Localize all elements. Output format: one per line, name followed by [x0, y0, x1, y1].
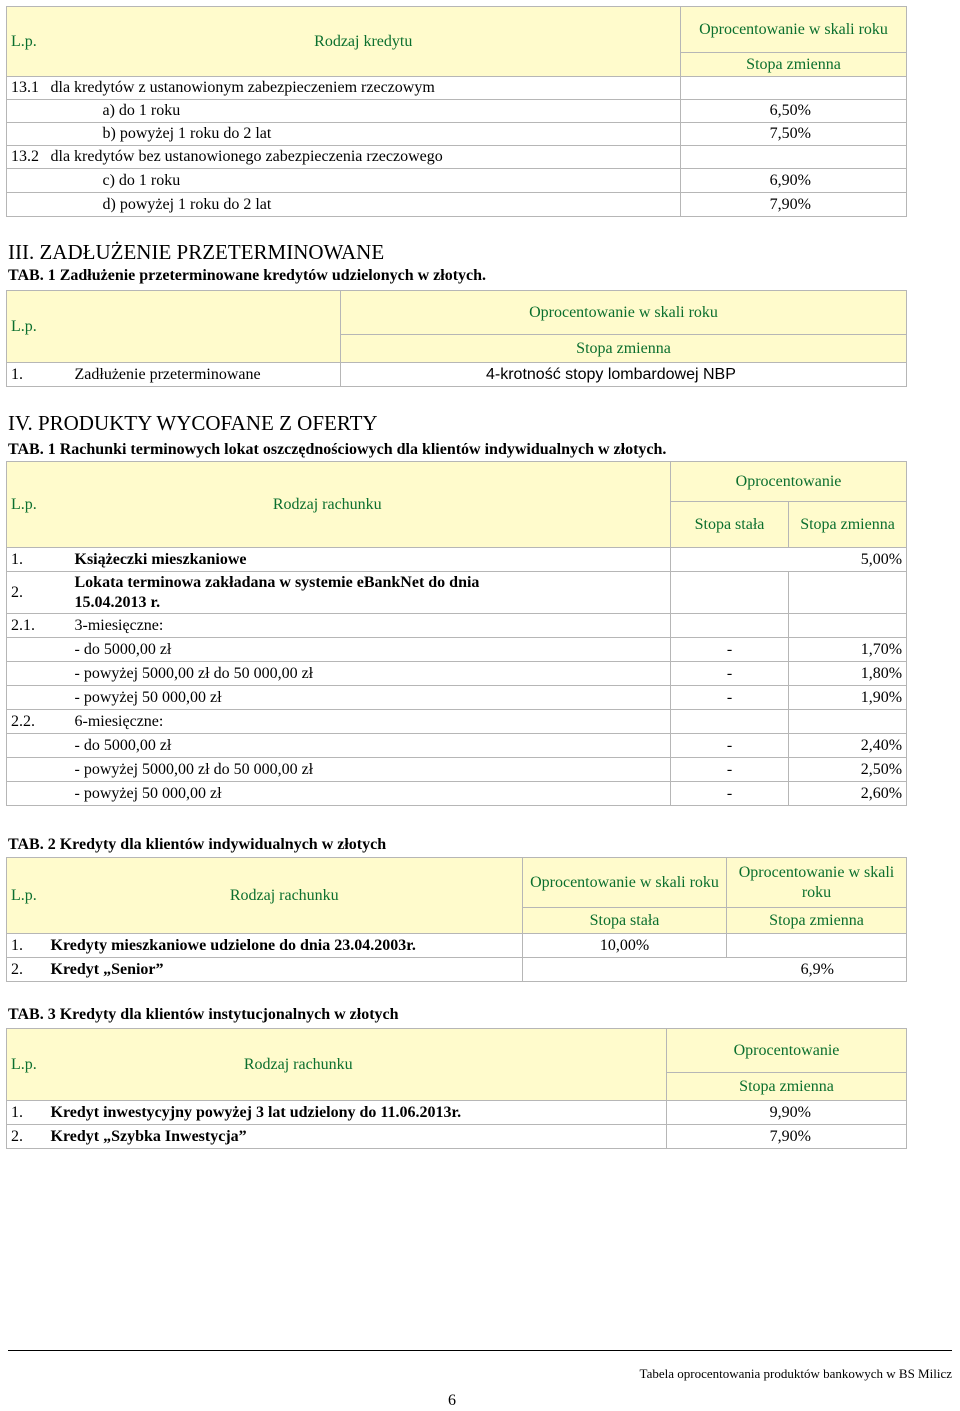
header-lp: L.p.	[7, 858, 47, 934]
row-name: - powyżej 50 000,00 zł	[71, 686, 671, 710]
row-name: - powyżej 5000,00 zł do 50 000,00 zł	[71, 662, 671, 686]
deposits-table	[6, 461, 907, 806]
row-lp: 1.	[7, 934, 47, 958]
row-variable	[727, 934, 907, 958]
institutional-loans-table	[6, 1028, 907, 1149]
row-variable	[789, 710, 907, 734]
row-rate: 4-krotność stopy lombardowej NBP	[341, 363, 907, 387]
row-fixed: -	[671, 638, 789, 662]
header-variable: Stopa zmienna	[789, 502, 907, 548]
row-variable: 1,80%	[789, 662, 907, 686]
row-name: Kredyt „Senior”	[47, 958, 523, 982]
header-kind: Rodzaj kredytu	[47, 7, 681, 77]
row-name: - powyżej 5000,00 zł do 50 000,00 zł	[71, 758, 671, 782]
row-name: - do 5000,00 zł	[71, 638, 671, 662]
row-name: b) powyżej 1 roku do 2 lat	[47, 123, 681, 146]
row-fixed: -	[671, 782, 789, 806]
row-lp: 13.1	[7, 77, 47, 100]
individual-loans-table	[6, 857, 907, 982]
row-name: a) do 1 roku	[47, 100, 681, 123]
row-name: Książeczki mieszkaniowe	[71, 548, 671, 572]
row-lp	[7, 123, 47, 146]
header-variable: Stopa zmienna	[667, 1073, 907, 1101]
row-fixed: -	[671, 662, 789, 686]
row-name: c) do 1 roku	[47, 169, 681, 193]
row-fixed	[671, 710, 789, 734]
header-rate-1: Oprocentowanie w skali roku	[523, 858, 727, 908]
row-name: d) powyżej 1 roku do 2 lat	[47, 193, 681, 217]
row-rate: 7,50%	[681, 123, 907, 146]
row-variable: 2,50%	[789, 758, 907, 782]
row-variable: 7,90%	[667, 1125, 907, 1149]
row-lp: 2.	[7, 572, 71, 614]
row-fixed: -	[671, 758, 789, 782]
row-lp: 13.2	[7, 146, 47, 169]
table-caption: TAB. 1 Rachunki terminowych lokat oszczędnościowych dla klientów indywidualnych w złotych.	[8, 441, 667, 458]
header-lp: L.p.	[7, 1029, 47, 1101]
table-caption: TAB. 1 Zadłużenie przeterminowane kredytów udzielonych w złotych.	[8, 267, 487, 284]
row-variable: 1,90%	[789, 686, 907, 710]
row-fixed	[671, 614, 789, 638]
row-lp	[7, 100, 47, 123]
header-rate-2: Oprocentowanie w skali roku	[727, 858, 907, 908]
header-fixed: Stopa stała	[671, 502, 789, 548]
footer-divider	[8, 1350, 952, 1351]
row-variable	[789, 572, 907, 614]
row-variable: 9,90%	[667, 1101, 907, 1125]
row-name: 3-miesięczne:	[71, 614, 671, 638]
header-rate-variable: Stopa zmienna	[341, 335, 907, 363]
row-variable: 5,00%	[789, 548, 907, 572]
row-rate: 7,90%	[681, 193, 907, 217]
row-fixed	[671, 548, 789, 572]
row-lp: 2.	[7, 958, 47, 982]
section-title: IV. PRODUKTY WYCOFANE Z OFERTY	[8, 411, 378, 435]
table-caption: TAB. 3 Kredyty dla klientów instytucjonalnych w złotych	[8, 1006, 399, 1023]
row-lp	[7, 686, 71, 710]
header-rate-variable: Stopa zmienna	[681, 53, 907, 77]
row-lp: 2.	[7, 1125, 47, 1149]
row-fixed	[671, 572, 789, 614]
header-kind: Rodzaj rachunku	[47, 858, 523, 934]
row-name: - do 5000,00 zł	[71, 734, 671, 758]
row-lp	[7, 638, 71, 662]
row-fixed: 10,00%	[523, 934, 727, 958]
row-variable	[789, 614, 907, 638]
header-rate: Oprocentowanie	[667, 1029, 907, 1073]
row-lp: 2.1.	[7, 614, 71, 638]
header-variable: Stopa zmienna	[727, 908, 907, 934]
row-lp: 2.2.	[7, 710, 71, 734]
row-variable: 2,40%	[789, 734, 907, 758]
row-variable: 6,9%	[727, 958, 907, 982]
header-rate: Oprocentowanie w skali roku	[341, 291, 907, 335]
row-lp	[7, 662, 71, 686]
row-name: Kredyt „Szybka Inwestycja”	[47, 1125, 667, 1149]
row-rate	[681, 146, 907, 169]
header-lp: L.p.	[7, 462, 71, 548]
row-lp	[7, 193, 47, 217]
row-variable: 2,60%	[789, 782, 907, 806]
header-rate: Oprocentowanie w skali roku	[681, 7, 907, 53]
header-kind: Rodzaj rachunku	[47, 1029, 667, 1101]
row-lp	[7, 782, 71, 806]
credit-rates-table	[6, 6, 907, 217]
row-name: Zadłużenie przeterminowane	[71, 363, 341, 387]
header-rate: Oprocentowanie	[671, 462, 907, 502]
footer-text: Tabela oprocentowania produktów bankowych w BS Milicz	[639, 1366, 952, 1381]
section-title: III. ZADŁUŻENIE PRZETERMINOWANE	[8, 240, 385, 264]
row-name: Kredyt inwestycyjny powyżej 3 lat udzielony do 11.06.2013r.	[47, 1101, 667, 1125]
row-variable: 1,70%	[789, 638, 907, 662]
page-number: 6	[448, 1392, 456, 1409]
row-lp	[7, 758, 71, 782]
row-name: dla kredytów z ustanowionym zabezpieczeniem rzeczowym	[47, 77, 681, 100]
header-fixed: Stopa stała	[523, 908, 727, 934]
row-name: 6-miesięczne:	[71, 710, 671, 734]
header-blank	[71, 291, 341, 363]
row-name: Lokata terminowa zakładana w systemie eBankNet do dnia 15.04.2013 r.	[71, 572, 671, 614]
row-lp: 1.	[7, 363, 71, 387]
row-fixed: -	[671, 734, 789, 758]
row-lp	[7, 734, 71, 758]
row-name: - powyżej 50 000,00 zł	[71, 782, 671, 806]
row-fixed	[523, 958, 727, 982]
header-lp: L.p.	[7, 7, 47, 77]
row-rate: 6,50%	[681, 100, 907, 123]
row-lp: 1.	[7, 548, 71, 572]
header-kind: Rodzaj rachunku	[71, 462, 671, 548]
overdue-table	[6, 290, 907, 387]
row-rate: 6,90%	[681, 169, 907, 193]
row-name: dla kredytów bez ustanowionego zabezpieczenia rzeczowego	[47, 146, 681, 169]
row-fixed: -	[671, 686, 789, 710]
table-caption: TAB. 2 Kredyty dla klientów indywidualnych w złotych	[8, 836, 387, 853]
row-name: Kredyty mieszkaniowe udzielone do dnia 23.04.2003r.	[47, 934, 523, 958]
row-rate	[681, 77, 907, 100]
header-lp: L.p.	[7, 291, 71, 363]
row-lp	[7, 169, 47, 193]
row-lp: 1.	[7, 1101, 47, 1125]
